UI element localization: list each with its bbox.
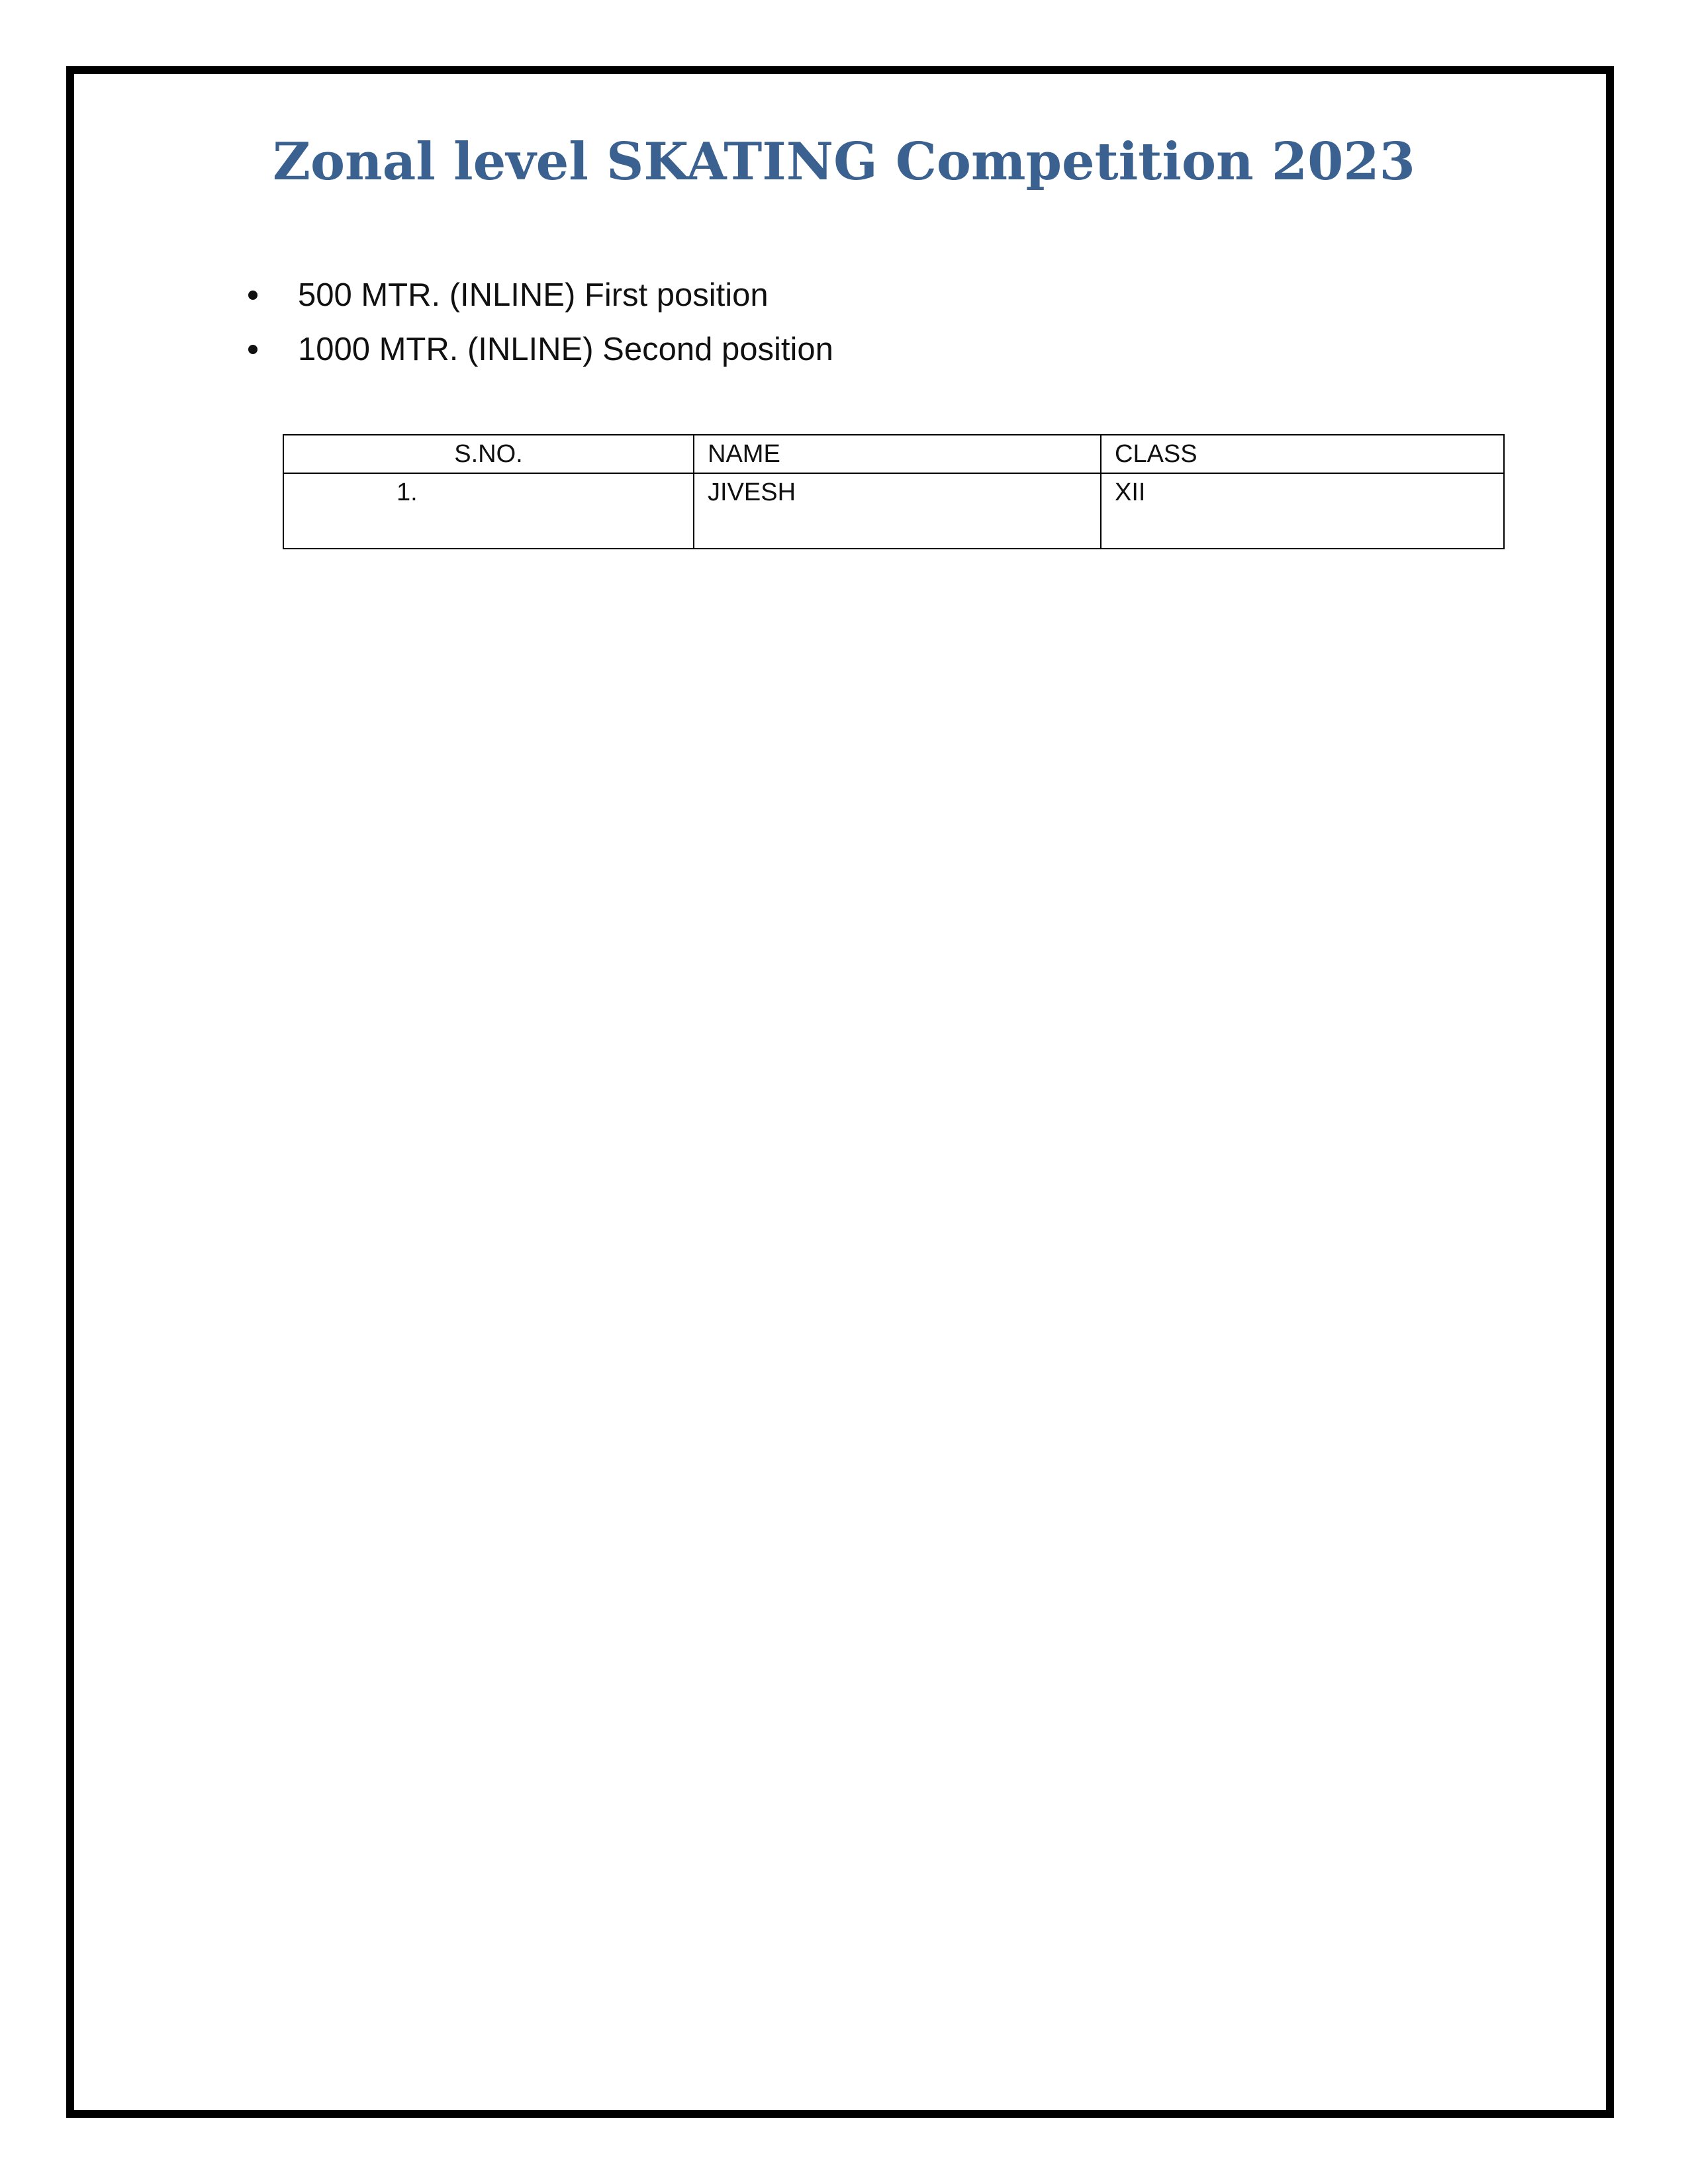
list-item <box>245 322 833 377</box>
cell-name: JIVESH <box>694 473 1101 549</box>
header-sno: S.NO. <box>283 435 694 473</box>
table-row <box>283 473 1504 549</box>
cell-class: XII <box>1101 473 1504 549</box>
bullet-icon <box>248 345 258 354</box>
table-header-row <box>283 435 1504 473</box>
bullet-icon <box>248 291 258 300</box>
achievement-text: 1000 MTR. (INLINE) Second position <box>298 332 833 367</box>
cell-sno: 1. <box>283 473 694 549</box>
results-table <box>283 434 1505 549</box>
header-class: CLASS <box>1101 435 1504 473</box>
achievement-list <box>245 268 833 377</box>
achievement-text: 500 MTR. (INLINE) First position <box>298 277 769 313</box>
list-item <box>245 268 833 322</box>
header-name: NAME <box>694 435 1101 473</box>
page-title: Zonal level SKATING Competition 2023 <box>273 132 1415 192</box>
